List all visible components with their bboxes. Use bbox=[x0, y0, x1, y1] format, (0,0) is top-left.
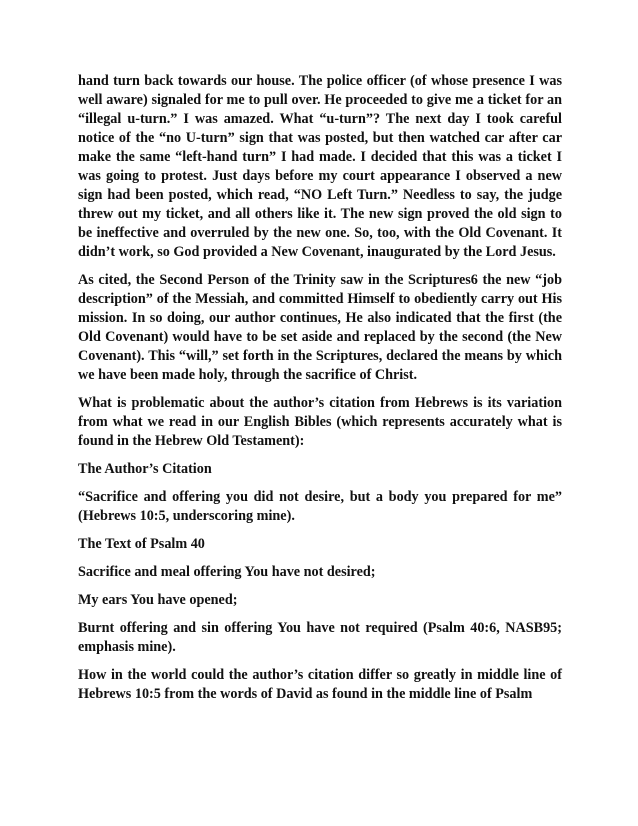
paragraph-second-person: As cited, the Second Person of the Trinity saw in the Scriptures6 the new “job description” of the Messiah, and committed Himself to obediently carry out His mission. In so doing, our author continues, He also indicated that the first (the Old Covenant) would have to be set aside and replaced by the second (the New Covenant). This “will,” set forth in the Scriptures, declared the means by which we have been made holy, through the sacrifice of Christ. bbox=[78, 272, 562, 383]
paragraph-problematic-citation: What is problematic about the author’s citation from Hebrews is its variation from what we read in our English Bibles (which represents accurately what is found in the Hebrew Old Testament): bbox=[78, 395, 562, 449]
psalm-line-2: My ears You have opened; bbox=[78, 592, 238, 608]
paragraph-question: How in the world could the author’s citation differ so greatly in middle line of Hebrews 10:5 from the words of David as found in the middle line of Psalm bbox=[78, 667, 562, 702]
heading-psalm-40: The Text of Psalm 40 bbox=[78, 536, 205, 552]
psalm-line-1: Sacrifice and meal offering You have not desired; bbox=[78, 564, 376, 580]
paragraph-ticket-story: hand turn back towards our house. The police officer (of whose presence I was well aware) signaled for me to pull over. He proceeded to give me a ticket for an “illegal u-turn.” I was amazed. What “u-turn”? The next day I took careful notice of the “no U-turn” sign that was posted, but then watched car after car make the same “left-hand turn” I had made. I decided that this was a ticket I was going to protest. Just days before my court appearance I observed a new sign had been posted, which read, “NO Left Turn.” Needless to say, the judge threw out my ticket, and all others like it. The new sign proved the old sign to be ineffective and overruled by the new one. So, too, with the Old Covenant. It didn’t work, so God provided a New Covenant, inaugurated by the Lord Jesus. bbox=[78, 73, 562, 260]
heading-authors-citation: The Author’s Citation bbox=[78, 461, 212, 477]
document-body bbox=[78, 72, 562, 713]
quote-hebrews: “Sacrifice and offering you did not desire, but a body you prepared for me” (Hebrews 10:5, underscoring mine). bbox=[78, 489, 562, 524]
psalm-line-3: Burnt offering and sin offering You have not required (Psalm 40:6, NASB95; emphasis mine). bbox=[78, 620, 562, 655]
